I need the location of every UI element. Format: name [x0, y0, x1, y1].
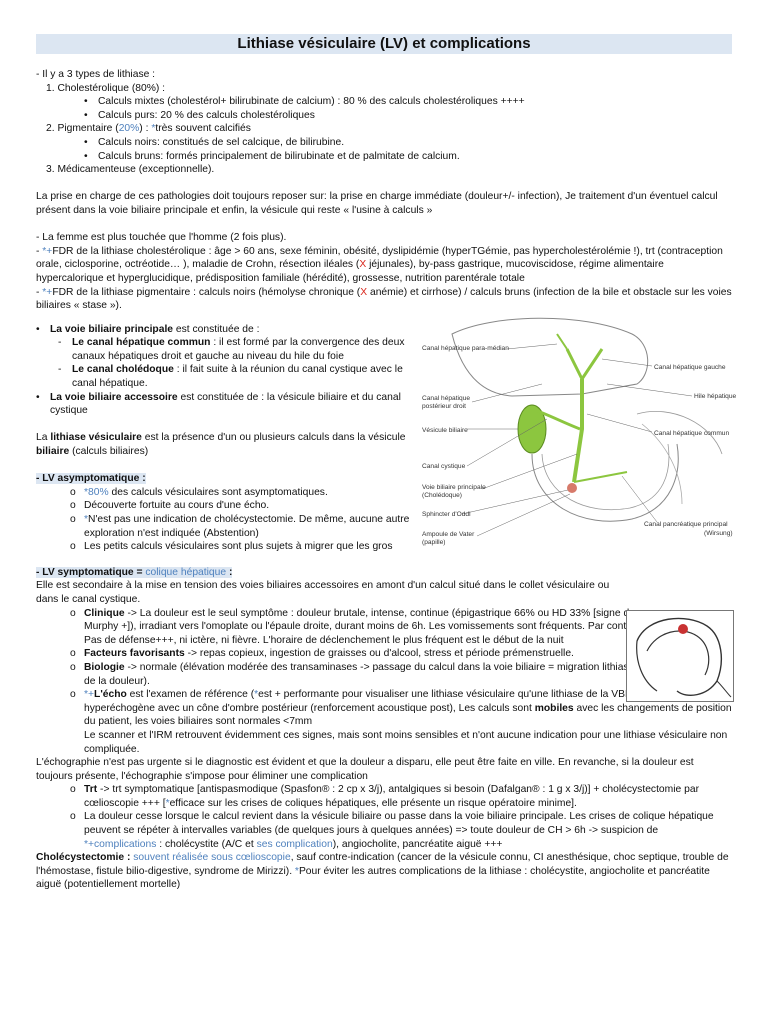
list-item: - Le canal cholédoque : il fait suite à la réunion du canal cystique avec le canal hépatique. [58, 364, 403, 390]
diagram-label: postérieur droit [422, 403, 466, 410]
list-item: • La voie biliaire principale est constituée de : [36, 323, 260, 335]
diagram-label: Ampoule de Vater [422, 531, 475, 538]
fdr-cholesterolique: - *+FDR de la lithiase cholestérolique : âge > 60 ans, sexe féminin, obésité, dyslipidémie (hyperTGémie, pas hypercholestérolémie !), trt (contraception orale, ciclosporine, octréotide… ), maladie de Crohn, résection iléales (X jéjunales), by-pass gastrique, mucoviscidose, régime alimentaire hypercalorique et hyperglucidique, prédisposition familiale (hérédité), grossesse, nutrition parentérale totale [36, 245, 723, 284]
list-item: • Calculs bruns: formés principalement de bilirubinate et de palmitate de calcium. [84, 150, 460, 162]
list-item: o Facteurs favorisants -> repas copieux, ingestion de graisses ou d'alcool, stress et période prémenstruelle. [70, 648, 574, 660]
types-intro: - Il y a 3 types de lithiase : [36, 69, 156, 80]
page-title: Lithiase vésiculaire (LV) et complications [36, 34, 732, 54]
list-item: o *N'est pas une indication de cholécystectomie. De même, aucune autre exploration n'est indiquée (Abstention) [70, 514, 410, 539]
diagram-label: (Wirsung) [704, 530, 733, 537]
list-item: o Biologie -> normale (élévation modérée des transaminases -> passage du calcul dans la voie biliaire = migration lithiasique -> origine biliaire de la douleur). [70, 661, 727, 687]
biliary-anatomy-diagram [382, 304, 738, 552]
fdr-pigmentaire: - *+FDR de la lithiase pigmentaire : calculs noirs (hémolyse chronique (X anémie) et cirrhose) / calculs bruns (infection de la bile et obstacle sur les voies biliaires « stase »). [36, 286, 732, 312]
diagram-label: Vésicule biliaire [422, 427, 468, 434]
diagram-label: (Cholédoque) [422, 492, 462, 499]
list-item: - Le canal hépatique commun : il est formé par la convergence des deux canaux hépatiques droit et gauche au niveau du hile du foie [58, 337, 405, 362]
list-item: o La douleur cesse lorsque le calcul revient dans la vésicule biliaire ou passe dans la voie biliaire principale. Les crises de colique hépatique peuvent se répéter à intervalles variables (de quelques jours à quelques années) => toute douleur de CH > 6h -> suspicion de *+complications : cholécystite (A/C et ses complication), angiocholite, pancréatite aiguë +++ [70, 811, 714, 850]
type-3: 3. Médicamenteuse (exceptionnelle). [46, 164, 215, 176]
diagram-label: (papille) [422, 539, 446, 546]
diagram-label: Canal pancréatique principal [644, 521, 728, 528]
diagram-label: Canal hépatique commun [654, 430, 730, 437]
diagram-label: Canal hépatique para-médian [422, 345, 509, 352]
type-2: 2. Pigmentaire (20%) : *très souvent calcifiés [46, 123, 251, 135]
diagram-label: Canal hépatique [422, 395, 471, 402]
calcul-dot [678, 624, 688, 634]
list-item: • Calculs mixtes (cholestérol+ bilirubinate de calcium) : 80 % des calculs cholestéroliques ++++ [84, 96, 525, 108]
list-item: • Calculs noirs: constitués de sel calcique, de bilirubine. [84, 136, 345, 148]
voies-biliaires-section [36, 323, 412, 554]
urgence-paragraph: L'échographie n'est pas urgente si le diagnostic est évident et que la douleur a disparu, elle peut être faite en ville. En revanche, si la douleur est toujours présente, l'échographie s'impose pour éliminer une complication [36, 757, 694, 782]
asymptomatique-heading: - LV asymptomatique : [36, 473, 146, 485]
definition-lithiase: La lithiase vésiculaire est la présence d'un ou plusieurs calculs dans la vésicule biliaire (calculs biliaires) [36, 432, 406, 458]
cholecystectomie-paragraph: Cholécystectomie : souvent réalisée sous cœlioscopie, sauf contre-indication (cancer de la vésicule connu, CI anesthésique, choc septique, trouble de l'hémostase, fistule bilio-digestive, syndrome de Mirizzi). *Pour éviter les autres complications de la lithiase : cholécystite, angiocholite et pancréatite aiguë (potentiellement mortelle) [36, 852, 729, 891]
diagram-label: Canal cystique [422, 463, 466, 470]
list-item: o Découverte fortuite au cours d'une écho. [70, 500, 270, 512]
type-1: 1. Cholestérolique (80%) : [46, 82, 166, 94]
list-item: o *+L'écho est l'examen de référence (*est + performante pour visualiser une lithiase vésiculaire qu'une lithiase de la VBP). La lithiase est hyperéchogène avec un cône d'ombre postérieur (renforcement acoustique post), Les calculs sont mobiles avec les changements de position du patient, les voies biliaires sont normales <7mm Le scanner et l'IRM retrouvent évidemment ces signes, mais sont moins sensibles et n'ont aucune indication pour une lithiase vésiculaire non compliquée. [70, 689, 732, 755]
diagram-label: Hile hépatique [694, 393, 737, 400]
list-item: o Clinique -> La douleur est le seul symptôme : douleur brutale, intense, continue (épigastrique 66% ou HD 33% [signe de Murphy +]), irradiant vers l'omoplate ou l'épaule droite, durant moins de 6h. Les vomissements sont fréquents. Par contre, Pas de défense+++, ni ictère, ni fièvre. L'horaire de déclenchement le plus fréquent est le début de la nuit [70, 607, 639, 646]
fdr-femme: - La femme est plus touchée que l'homme (2 fois plus). [36, 232, 287, 244]
diagram-label: Canal hépatique gauche [654, 364, 726, 371]
list-item: • La voie biliaire accessoire est constituée de : la vésicule biliaire et du canal cystique [36, 391, 401, 417]
gallbladder-sketch-image [626, 610, 734, 702]
prise-en-charge-paragraph: La prise en charge de ces pathologies doit toujours reposer sur: la prise en charge immédiate (douleur+/- infection), Je traitement d'un éventuel calcul présent dans la voie biliaire principale et enfin, la vésicule qui reste « l'usine à calculs » [36, 191, 718, 216]
symptomatique-intro: Elle est secondaire à la mise en tension des voies biliaires accessoires en amont d'un calcul situé dans le collet vésiculaire ou dans le canal cystique. [36, 580, 610, 605]
diagram-label: Sphincter d'Oddi [422, 511, 471, 518]
list-item: o Les petits calculs vésiculaires sont plus sujets à migrer que les gros [70, 541, 393, 553]
list-item: o Trt -> trt symptomatique [antispasmodique (Spasfon® : 2 cp x 3/j), antalgiques si besoin (Dafalgan® : 1 g x 3/j)] + cholécystectomie par cœlioscopie +++ [*efficace sur les crises de coliques hépatiques, elle présente un risque opératoire minime]. [70, 784, 699, 809]
list-item: o *80% des calculs vésiculaires sont asymptomatiques. [70, 486, 328, 498]
list-item: • Calculs purs: 20 % des calculs cholestéroliques [84, 109, 315, 121]
symptomatique-heading: - LV symptomatique = colique hépatique : [36, 566, 233, 578]
diagram-label: Voie biliaire principale [422, 484, 486, 491]
